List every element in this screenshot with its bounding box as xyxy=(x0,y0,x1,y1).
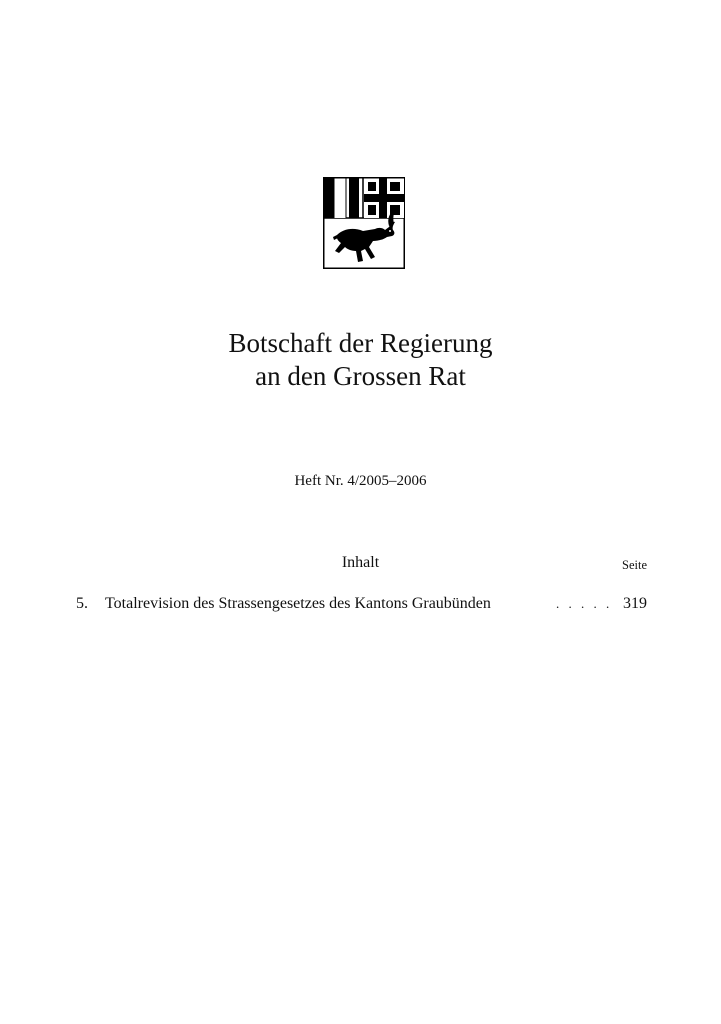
toc-entry-leader: . . . . . xyxy=(556,596,613,611)
document-title-line-2: an den Grossen Rat xyxy=(255,361,466,391)
issue-number: Heft Nr. 4/2005–2006 xyxy=(294,473,427,489)
toc-page-column-heading: Seite xyxy=(622,558,647,572)
toc-entry-title: Totalrevision des Strassengesetzes des Kantons Graubünden xyxy=(105,595,491,612)
toc-heading: Inhalt xyxy=(341,554,380,571)
coat-of-arms-icon xyxy=(323,177,405,269)
toc-entry-page: 319 xyxy=(623,595,647,612)
toc-entry-number: 5. xyxy=(76,595,88,612)
document-title-line-1: Botschaft der Regierung xyxy=(228,328,493,358)
toc-entry[interactable] xyxy=(76,594,647,614)
